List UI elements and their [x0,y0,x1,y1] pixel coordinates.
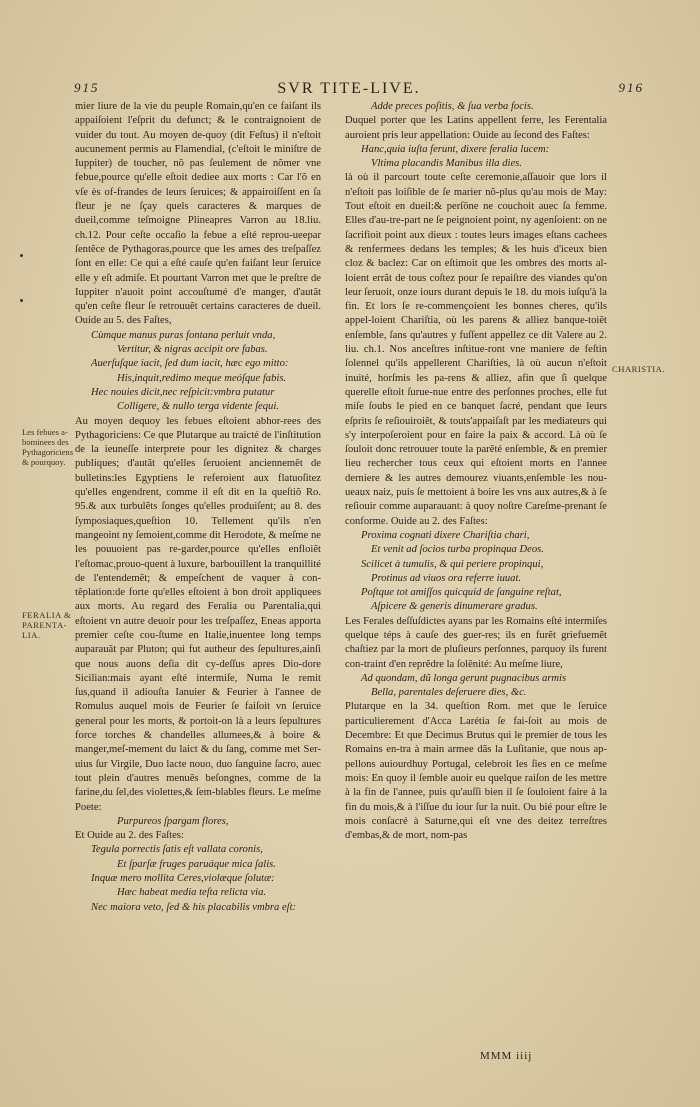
verse-line: Tegula porrectis ſatis eſt vallata coronis, [91,844,263,856]
verse-line: Et ſparſæ fruges paruáque mica ſalis. [117,858,276,870]
verse-line: Hanc,quia iuſta ferunt, dixere feralia lucem: [361,143,550,155]
verse-line: Ad quondam, dũ longa gerunt pugnacibus armis [361,672,567,684]
paragraph: Les Ferales deſſuſdictes ayans par les Romains eſté intermiſes quelque téps à cauſe des guer-res; ils en furẽt griefuemẽt chaſtiez par la mort de pluſieurs perſonnes, parquoy ils furent con-traint d'en reprẽdre la ſolẽnité: Au meſme liure, [345,615,607,670]
verse-line: Vltima placandis Manibus illa dies. [371,158,522,170]
verse-line: Inquæ mero mollita Ceres,violæque ſolutæ: [91,873,275,885]
verse-line: Purpureos ſpargam flores, [117,815,229,827]
verse-line: Hæc habeat media teſta relicta via. [117,887,267,899]
verse-line: Vertitur, & nigras accipit ore fabas. [117,344,268,356]
verse-line: His,inquit,redimo meque meóſque fabis. [117,372,287,384]
margin-note-charistia: CHARISTIA. [612,364,665,374]
paragraph: Duquel porter que les Latins appellent ferre, les Ferentalia auroient pris leur appellation: Ouide au ſecond des Faſtes: [345,115,607,141]
verse-line: Proxima cognati dixere Chariſtia chari, [361,529,530,541]
signature-mark: MMM iiij [480,1050,533,1062]
verse-block [75,815,321,829]
folio-left: 915 [74,80,100,95]
verse-block [75,843,321,914]
verse-line: Scilicet à tumulis, & qui periere propinqui, [361,558,544,570]
verse-line: Nec maiora veto, ſed & his placabilis vmbra eſt: [91,901,297,913]
ink-dot-icon [20,299,23,302]
verse-line: Colligere, & nullo terga vidente ſequi. [117,401,279,413]
verse-line: Bella, parentales deſeruere dies, &c. [371,687,527,699]
paragraph: mier liure de la vie du peuple Romain,qu'en ce faiſant ils appaiſoient l'eſprit du defunct; & le contraignoient de vuider du tout. Au moyen de-quoy (dit Feſtus) il n'eſtoit aucunement permis au Flamendial, (c'eſtoit le miniſtre de Iuppiter) de toucher, nõ pas ſeulement de nõmer vne febue,pource qu'elle eſtoit dediee aux morts : Car l'õ en vſe ès of-frandes de leurs ſeruices; & appairoiſſent en ſa fleur je ne ſçay quels caracteres & marques de dueil,comme teſmoigne Plineapres Varron au 18.liu. ch.12. Pour ceſte occaſio la febue a eſté reprou-ueepar ſentẽce de Pythagoras,pource que les ames des treſpaſſez ſont en elle: Ce qui a eſté cauſe qu'en faiſant leur ſeruice elle y eſt admiſe. Et pourtant Varron met que le preſtre de Iuppiter n'auoit point accouſtumé d'e manger, d'autãt qu'en ceſte fleur ſe retrouuẽt certains caracteres de dueil. Ouide au 5. des Faſtes, [75,101,321,327]
paragraph: Et Ouide au 2. des Faſtes: [75,830,184,842]
page-header [0,80,700,102]
paragraph: Plutarque en la 34. queſtion Rom. met que le ſeruice particulierement d'Acca Larétia ſe fai-ſoit au mois de Decembre: Et que Decimus Brutus qui le premier de tous les Romains en-tra à main armee dãs la Luſitanie, que nous ap-pellons auiourdhuy Portugal, celebroit les ſies en ce meſme mois: En quoy il ſemble auoir eu quelque raiſon de les mettre à la fin de l'annee, puis qu'auſſi bien il ſe ſouloient faire à la fin du mois,& à l'iſſue du iour ſur la nuit. Ou bié pour eſtre le mois conſacré à Saturne,qui eſt vne des deitez terreſtres d'embas,& de mort, nom-pas [345,701,607,842]
verse-line: Aſpicere & generis dinumerare gradus. [371,601,538,613]
paragraph: Au moyen dequoy les febues eſtoient abhor-rees des Pythagoriciens: Ce que Plutarque au traicté de l'inſtitution de la ieuneſſe interprete pour les dignitez & charges publiques; d'autãt qu'elles ſeruoient anciennemẽt de bulletins:les Egyptiens le referoient aux flatuoſitez qu'elles engendrent, comme il eſt dit en la queſtiõ Ro. 95.& aux turbulẽts ſonges qu'elles produiſent; au 8. des ſymposiaques,queſtion 10. Tellement qu'ils n'en mangeoint ny ſemoient,comme dit Herodote, & meſme ne les pouuoient pas re-garder,pource qu'elles enfloiẽt l'eſtomac,prouo-quent à luxure, barbouillent la tranquillité de l'entendemẽt; & empeſchent de vaquer à con-tẽplation:de forte qu'elles eſtoient à bon droit appliquees aux morts. Au regard des Feralia ou Parentalia,qui eſtoient vn autre deuoir pour les treſpaſſez, Eneas apporta premier ceſte cou-ſtume en Italie,inuentee long temps auparauãt par Pluton; qui fut autheur des ſepultures,ainſi que nous auons deſia dit cy-deſſus apres Dio-dore Sicilian:mais ayant eſté intermiſe, Numa le remit ſus,quand il adiouſta Ianuier & Feurier à l'annee de Romulus auquel mois de Feurier ſe faiſoit vn ſeruice general pour les morts, & portoit-on là a leurs ſepultures force torches & chandelles allumees,& à boire & manger,meſ-mement du laict & du ſang, comme met Ser-uius ſur Virgile, Duo lacte nouo, duo ſanguine ſacro, auec tout plein d'autres menuẽs beſongnes, comme de la farine,du ſel,des violettes,& ſem-blables fleurs. Le meſme Poete: [75,415,321,813]
verse-line: Et venit ad ſocios turba propinqua Deos. [371,544,544,556]
right-column [345,100,607,843]
verse-line: Adde preces poſitis, & ſua verba focis. [371,101,534,112]
ink-dot-icon [20,254,23,257]
margin-note-febues: Les febues a-bominees des Pythagoriciens & pourquoy. [22,427,74,467]
paragraph: là où il parcourt toute ceſte ceremonie,aſſauoir que lors il n'eſtoit pas loiſible de ſe marier nõ-plus qu'au mois de May: Tout eſtoit en dueil:& perſõne ne couchoit auec ſa femme. Elles d'au-tre-part ne ſe peignoient point, ny agenſoient: on ne ſacrifioit point aux dieux : toutes leurs images eſtans cachees & renfermees dedans les temples; & les huis d'iceux bien cloz & baclez: Car on eſtimoit que les ombres des morts al-loient errãt de tous coſtez pour ſe repaiſtre des viandes qu'on leur ſeruoit, onze iours durant depuis le 18. du mois iuſqu'à la fin. Et lors ſe re-commençoient les bonnes cheres, qu'ils appel-loient Chariſtia, où les parens & alliez banque-toiẽt enſemble, ſans qu'autres y fuſſent appellez ce dit Valere au 2. liu. ch.1. Nos anceſtres inſtitue-ront vne maniere de feſtin ſolennel qu'ils appellerent Chariſties, là où aucun n'eſtoit inuité, horſmis les pa-rens & alliez, afin que ſi quelque querelle eſtoit ſurue-nue entre des perſonnes proches, elle fut miſe ſoubs le pied en ce banquet ſacré, pendant que leurs eſprits ſe reſiouiroiẽt, & touts'appaiſaſt par les mediateurs qui s'y interpoſeroient pour en faire la paix & accord. Là où ſe ſouloit donc retrouuer toute la parẽté enſemble, & en premier lieu rechercher tous ceux qui eſtoient morts en l'annee derniere & les autres demourez viuants,enſemble les nou-ueaux naiz, puis ſe mettoient à boire les vns aux autres,& à ſe reſiouir comme auparauant: à quoy noſtre Careſme-prenant ſe conforme. Ouide au 2. des Faſtes: [345,172,607,527]
verse-line: Auerſuſque iacit, ſed dum iacit, hæc ego mitto: [91,358,289,370]
margin-note-feralia: FERALIA & PARENTA-LIA. [22,610,72,640]
verse-block [75,329,321,415]
verse-line: Cùmque manus puras fontana perluit vnda, [91,329,276,341]
running-title: SVR TITE-LIVE. [277,80,421,97]
verse-line: Hec nouies dicit,nec reſpicit:vmbra putatur [91,386,275,398]
verse-line: Poſtque tot amiſſos quicquid de ſanguine reſtat, [361,587,562,599]
left-column [75,100,321,915]
verse-line: Protinus ad viuos ora referre iuuat. [371,572,522,584]
folio-right: 916 [618,80,644,95]
